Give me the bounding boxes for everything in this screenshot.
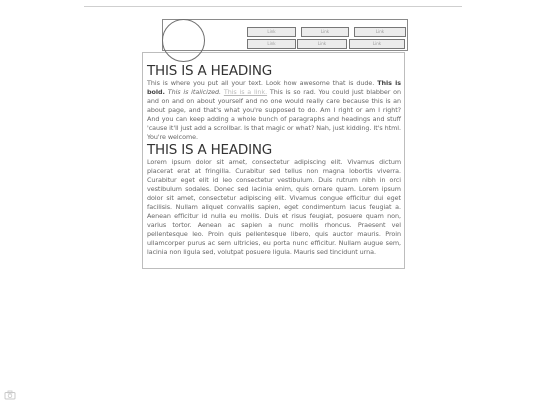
nav-button-1[interactable]: Link (247, 27, 296, 37)
intro-text-2: This is so rad. You could just blabber on and on and on about yourself and no one would really care because this is an about page, and that's what you're supposed to do. Am I right or am I right? And you can keep adding a whole bunch of paragraphs and headings and stuff 'cause it'll just add a scrollbar. Is that magic or what? Nah, just kidding. It's html. You're welcome. (147, 88, 401, 141)
screenshot-icon (4, 385, 16, 395)
inline-link[interactable]: This is a link. (223, 88, 268, 96)
intro-paragraph (147, 79, 401, 142)
content-inner (147, 63, 401, 257)
nav-button-3[interactable]: Link (354, 27, 406, 37)
italic-text: This is italicized. (167, 88, 222, 96)
heading-primary: THIS IS A HEADING (147, 63, 273, 79)
nav-button-4[interactable]: Link (247, 39, 296, 49)
heading-secondary: THIS IS A HEADING (147, 142, 273, 158)
screenshot-icon-svg (4, 390, 16, 400)
lorem-paragraph: Lorem ipsum dolor sit amet, consectetur adipiscing elit. Vivamus dictum placerat erat at fringilla. Curabitur sed tellus non magna lobortis viverra. Curabitur eget elit id leo consectetur vestibulum. Duis rutrum nibh in orci vestibulum sodales. Donec sed lacinia enim, quis ornare quam. Lorem ipsum dolor sit amet, consectetur adipiscing elit. Vivamus congue efficitur dui eget facilisis. Nullam aliquet convallis sapien, eget condimentum lacus feugiat a. Aenean efficitur id nulla eu mollis. Duis et risus feugiat, posuere quam non, varius tortor. Aenean ac sapien a nunc mollis rhoncus. Praesent vel pellentesque leo. Proin quis pellentesque libero, quis auctor mauris. Proin ullamcorper purus ac sem ultricies, eu porta nunc efficitur. Nullam augue sem, lacinia non ligula sed, volutpat posuere ligula. Mauris sed tincidunt urna. (147, 158, 401, 256)
about-content-box[interactable] (142, 52, 405, 269)
nav-button-5[interactable]: Link (297, 39, 347, 49)
intro-text-1: This is where you put all your text. Look how awesome that is dude. (147, 79, 378, 87)
nav-button-2[interactable]: Link (301, 27, 349, 37)
nav-button-6[interactable]: Link (349, 39, 405, 49)
logo-circle[interactable] (162, 19, 205, 62)
bold-text: This is bold. (147, 79, 401, 96)
top-divider (84, 6, 462, 7)
